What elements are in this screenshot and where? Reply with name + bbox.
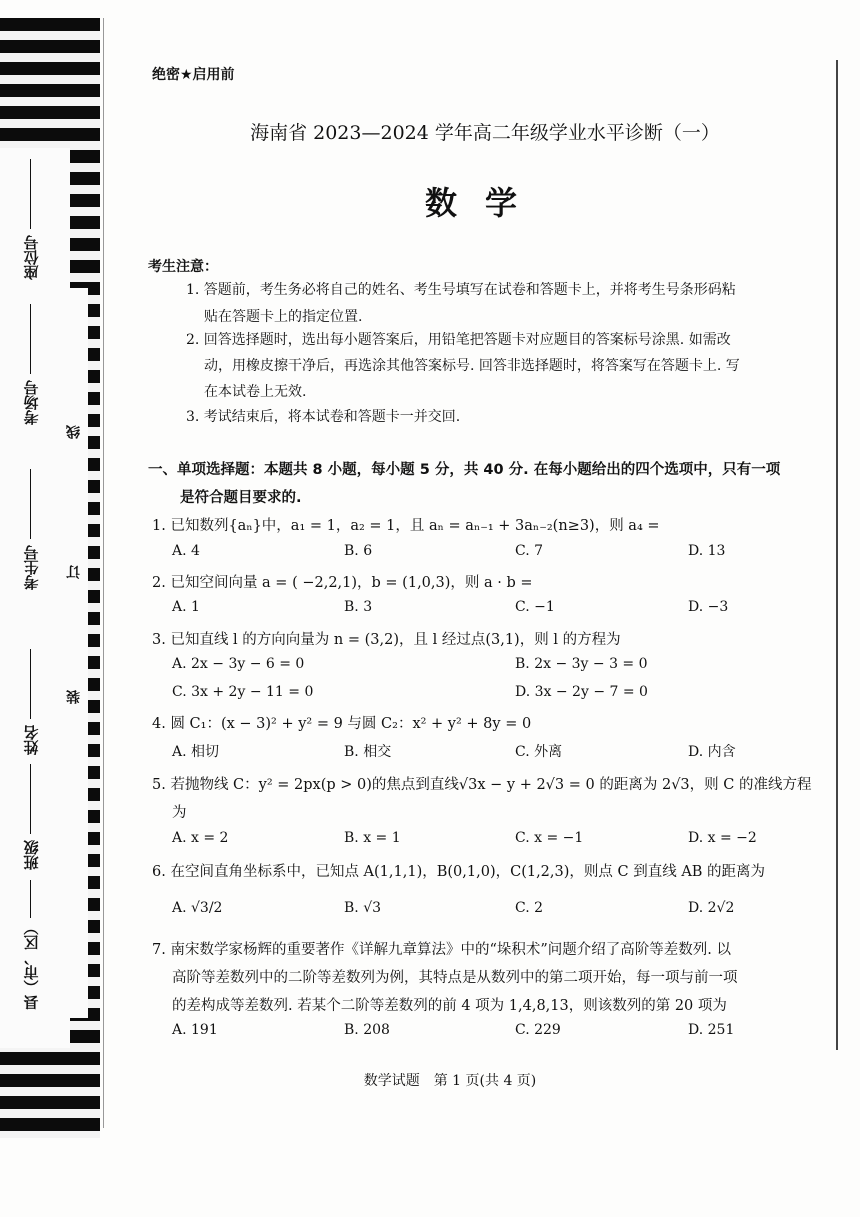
question-6-stem: 6. 在空间直角坐标系中，已知点 A(1,1,1)，B(0,1,0)，C(1,2,3)，则点 C 到直线 AB 的距离为 (152, 864, 766, 880)
question-4-option-a: A. 相切 (172, 744, 220, 760)
question-6-option-d: D. 2√2 (688, 900, 735, 916)
question-7-stem: 7. 南宋数学家杨辉的重要著作《详解九章算法》中的“垛积术”问题介绍了高阶等差数列. 以 (152, 942, 731, 958)
subject-title: 数学 (424, 184, 545, 222)
question-1-option-b: B. 6 (344, 543, 373, 559)
question-5-stem-cont: 为 (172, 805, 187, 821)
question-1-option-d: D. 13 (688, 543, 726, 559)
question-2-option-d: D. −3 (688, 599, 729, 615)
notice-item: 动，用橡皮擦干净后，再选涂其他答案标号. 回答非选择题时，将答案写在答题卡上. 写 (204, 358, 740, 374)
question-4-option-d: D. 内含 (688, 744, 736, 760)
question-7-option-b: B. 208 (344, 1022, 390, 1038)
notice-item: 在本试卷上无效. (204, 384, 307, 400)
question-7-option-d: D. 251 (688, 1022, 735, 1038)
question-5-option-c: C. x = −1 (515, 830, 584, 846)
binding-rule (103, 18, 104, 1128)
question-5-stem: 5. 若抛物线 C：y² = 2px(p > 0)的焦点到直线√3x − y + 2√3 = 0 的距离为 2√3，则 C 的准线方程 (152, 777, 812, 793)
seat-field: 座位号 (6, 150, 56, 280)
question-5-option-a: A. x = 2 (172, 830, 229, 846)
question-7-option-c: C. 229 (515, 1022, 561, 1038)
question-2-option-a: A. 1 (172, 599, 200, 615)
class-field: 班级 (6, 760, 56, 870)
question-1-option-c: C. 7 (515, 543, 544, 559)
question-4-option-c: C. 外离 (515, 744, 563, 760)
question-3-option-d: D. 3x − 2y − 7 = 0 (515, 684, 648, 700)
name-field: 姓名 (6, 615, 56, 755)
question-1-option-a: A. 4 (172, 543, 200, 559)
question-1-stem: 1. 已知数列{aₙ}中，a₁ = 1，a₂ = 1，且 aₙ = aₙ₋₁ + 3aₙ₋₂(n≥3)，则 a₄ = (152, 518, 660, 534)
page-footer: 数学试题 第 1 页(共 4 页) (363, 1073, 537, 1089)
question-6-option-b: B. √3 (344, 900, 382, 916)
right-margin-rule (836, 60, 838, 1050)
question-2-option-c: C. −1 (515, 599, 555, 615)
question-4-option-b: B. 相交 (344, 744, 392, 760)
binding-mark-staple: 订 (66, 565, 82, 579)
question-3-option-b: B. 2x − 3y − 3 = 0 (515, 656, 648, 672)
question-7-option-a: A. 191 (172, 1022, 218, 1038)
notice-item: 1. 答题前，考生务必将自己的姓名、考生号填写在试卷和答题卡上，并将考生号条形码粘 (186, 282, 736, 298)
section-heading: 一、单项选择题：本题共 8 小题，每小题 5 分，共 40 分. 在每小题给出的四个选项中，只有一项 是符合题目要求的. (148, 462, 781, 506)
examno-field: 考生号 (6, 440, 56, 590)
notice-item: 3. 考试结束后，将本试卷和答题卡一并交回. (186, 409, 461, 425)
binding-mark-line: 线 (66, 425, 82, 439)
binding-line-panel (62, 288, 88, 1018)
question-2-option-b: B. 3 (344, 599, 373, 615)
confidential-label: 绝密★启用前 (152, 67, 235, 83)
question-7-stem-cont: 高阶等差数列中的二阶等差数列为例，其特点是从数列中的第二项开始，每一项与前一项 (172, 970, 738, 986)
notice-heading: 考生注意： (148, 259, 218, 275)
county-field: 县（市、区） (6, 880, 56, 1010)
question-3-stem: 3. 已知直线 l 的方向向量为 n = (3,2)，且 l 经过点(3,1)，则 l 的方程为 (152, 632, 621, 648)
question-6-option-c: C. 2 (515, 900, 544, 916)
notice-item: 2. 回答选择题时，选出每小题答案后，用铅笔把答题卡对应题目的答案标号涂黑. 如需改 (186, 332, 731, 348)
notice-item: 贴在答题卡上的指定位置. (204, 309, 363, 325)
question-7-stem-cont: 的差构成等差数列. 若某个二阶等差数列的前 4 项为 1,4,8,13，则该数列的第 20 项为 (172, 998, 727, 1014)
question-2-stem: 2. 已知空间向量 a = ( −2,2,1)，b = (1,0,3)，则 a · b = (152, 575, 533, 591)
question-5-option-d: D. x = −2 (688, 830, 757, 846)
question-3-option-c: C. 3x + 2y − 11 = 0 (172, 684, 314, 700)
question-3-option-a: A. 2x − 3y − 6 = 0 (172, 656, 305, 672)
binding-mark-bind: 装 (66, 690, 82, 704)
question-6-option-a: A. √3/2 (172, 900, 223, 916)
room-field: 考场号 (6, 295, 56, 425)
exam-title: 海南省 2023—2024 学年高二年级学业水平诊断（一） (250, 122, 720, 144)
question-4-stem: 4. 圆 C₁：(x − 3)² + y² = 9 与圆 C₂：x² + y² + 8y = 0 (152, 716, 532, 732)
question-5-option-b: B. x = 1 (344, 830, 401, 846)
